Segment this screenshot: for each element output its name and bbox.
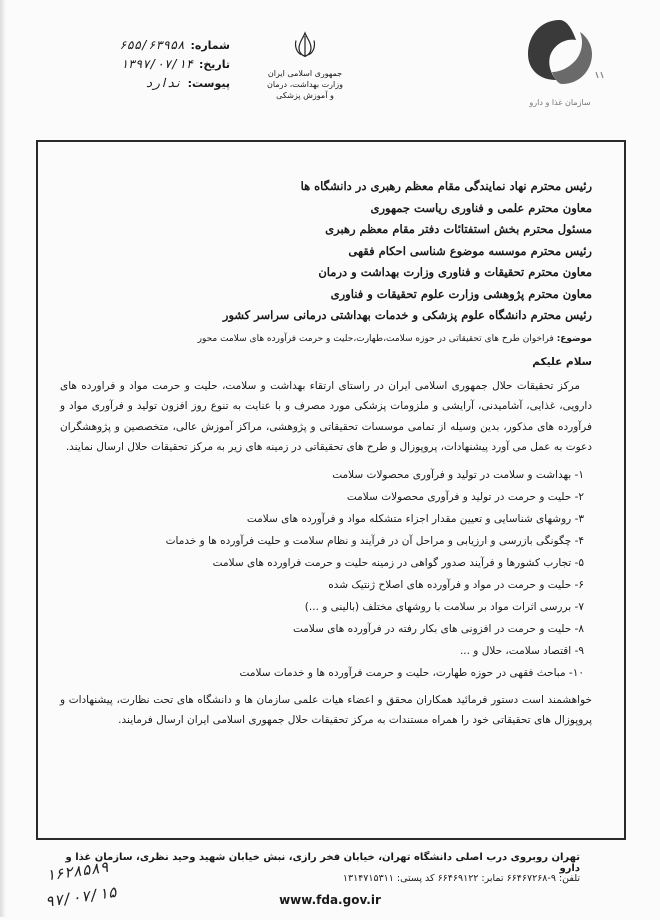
subject-text: فراخوان طرح های تحقیقاتی در حوزه سلامت،طهارت،حلیت و حرمت فرآورده های سلامت محور <box>197 333 554 344</box>
topic-item: ۷- بررسی اثرات مواد بر سلامت با روشهای مختلف (بالینی و ...) <box>304 600 584 613</box>
addressee-item: معاون محترم پژوهشی وزارت علوم تحقیقات و فناوری <box>330 286 592 301</box>
ministry-line-3: و آموزش پزشکی <box>276 91 334 100</box>
topic-item: ۴- چگونگی بازرسی و ارزیابی و مراحل آن در فرآیند و نظام سلامت و حلیت فرآورده ها و خدمات <box>165 534 584 547</box>
topics-list <box>60 464 592 684</box>
topic-item: ۸- حلیت و حرمت در افزونی های بکار رفته در فرآورده های سلامت <box>292 622 584 635</box>
addressee-list <box>60 176 592 327</box>
subject-line <box>60 332 592 346</box>
addressee-item: معاون محترم تحقیقات و فناوری وزارت بهداشت و درمان <box>318 265 592 279</box>
fda-logo <box>510 14 620 114</box>
topic-item: ۱- بهداشت و سلامت در تولید و فرآوری محصولات سلامت <box>332 468 584 481</box>
scan-edge-shadow <box>0 0 6 917</box>
iran-emblem-icon <box>290 30 320 60</box>
meta-number-row <box>60 36 230 55</box>
attachment-value: ندارد <box>145 76 182 90</box>
ministry-line-2: وزارت بهداشت، درمان <box>267 80 343 89</box>
closing-paragraph: خواهشمند است دستور فرمائید همکاران محقق و اعضاء هیات علمی سازمان ها و دانشگاه های تحت نظارت، پیشنهادات و پروپوزال های تحقیقاتی خود را همراه مستندات به مرکز تحقیقات حلال جمهوری اسلامی ایران ارسال فرمایند. <box>60 693 592 726</box>
topic-item: ۲- حلیت و حرمت در تولید و فرآوری محصولات سلامت <box>346 490 584 503</box>
letter-meta <box>60 36 230 93</box>
topic-item: ۹- اقتصاد سلامت، حلال و ... <box>459 644 584 657</box>
topic-item: ۵- تجارب کشورها و فرآیند صدور گواهی در زمینه حلیت و حرمت فراورده های سلامت <box>212 556 584 569</box>
footer-address: تهران روبروی درب اصلی دانشگاه تهران، خیابان فخر رازی، نبش خیابان شهید وحید نظری، سازمان غذا و دارو <box>65 852 580 874</box>
meta-date-row <box>60 55 230 74</box>
topic-item: ۶- حلیت و حرمت در مواد و فرآورده های اصلاح ژنتیک شده <box>328 578 584 591</box>
attachment-label: پیوست: <box>187 77 230 90</box>
topic-item: ۳- روشهای شناسایی و تعیین مقدار اجزاء متشکله مواد و فرآورده های سلامت <box>246 512 584 525</box>
addressee-item: رئیس محترم دانشگاه علوم پزشکی و خدمات بهداشتی درمانی سراسر کشور <box>222 308 592 322</box>
greeting: سلام علیکم <box>532 355 592 368</box>
topic-item: ۱۰- مباحث فقهی در حوزه طهارت، حلیت و حرمت فرآورده ها و خدمات سلامت <box>239 666 584 679</box>
addressee-item: رئیس محترم نهاد نمایندگی مقام معظم رهبری در دانشگاه ها <box>300 179 592 193</box>
ministry-line-1: جمهوری اسلامی ایران <box>267 69 343 78</box>
meta-attachment-row <box>60 74 230 93</box>
subject-label: موضوع: <box>556 333 592 344</box>
number-label: شماره: <box>190 39 230 52</box>
logo-caption: سازمان غذا و دارو <box>529 98 591 107</box>
addressee-item: رئیس محترم موسسه موضوع شناسی احکام فقهی <box>348 243 592 258</box>
fda-logo-icon <box>510 14 610 98</box>
addressee-item: معاون محترم علمی و فناوری ریاست جمهوری <box>370 200 592 215</box>
intro-paragraph: مرکز تحقیقات حلال جمهوری اسلامی ایران در راستای ارتقاء بهداشت و سلامت، حلیت و حرمت مواد و فراورده های دارویی، غذایی، آشامیدنی، آرایشی و ملزومات پزشکی مورد مصرف و با عنایت به تنوع روز افزون تولید و فرآوری مواد و فرآورده های مذکور، بدین وسیله از تمامی موسسات تحقیقاتی و پژوهشی، مراکز آموزش عالی، متخصصین و پژوهشگران دعوت به عمل می آورد پیشنهادات، پروپوزال و طرح های تحقیقاتی در زمینه های زیر به مرکز تحقیقات حلال ارسال نمایند. <box>60 379 592 453</box>
handwritten-note <box>1 848 157 920</box>
handwritten-number: ۱۶۲۸۵۸۹ <box>44 857 110 885</box>
addressee-item: مسئول محترم بخش استفتائات دفتر مقام معظم رهبری <box>325 222 592 236</box>
letter-body <box>60 176 592 731</box>
footer-contact: تلفن: ۹-۶۶۴۶۷۲۶۸ تمابر: ۶۶۴۶۹۱۲۲ کد پستی: ۱۳۱۴۷۱۵۳۱۱ <box>342 873 580 884</box>
footer-website[interactable]: www.fda.gov.ir <box>279 893 381 907</box>
number-value: ۶۵۵/۶۳۹۵۸ <box>119 38 185 52</box>
ministry-emblem-block <box>250 30 360 101</box>
date-value: ۱۳۹۷/۰۷/۱۴ <box>120 57 193 71</box>
handwritten-date: ۹۷/۰۷/۱۵ <box>43 882 118 911</box>
date-label: تاریخ: <box>198 58 230 71</box>
